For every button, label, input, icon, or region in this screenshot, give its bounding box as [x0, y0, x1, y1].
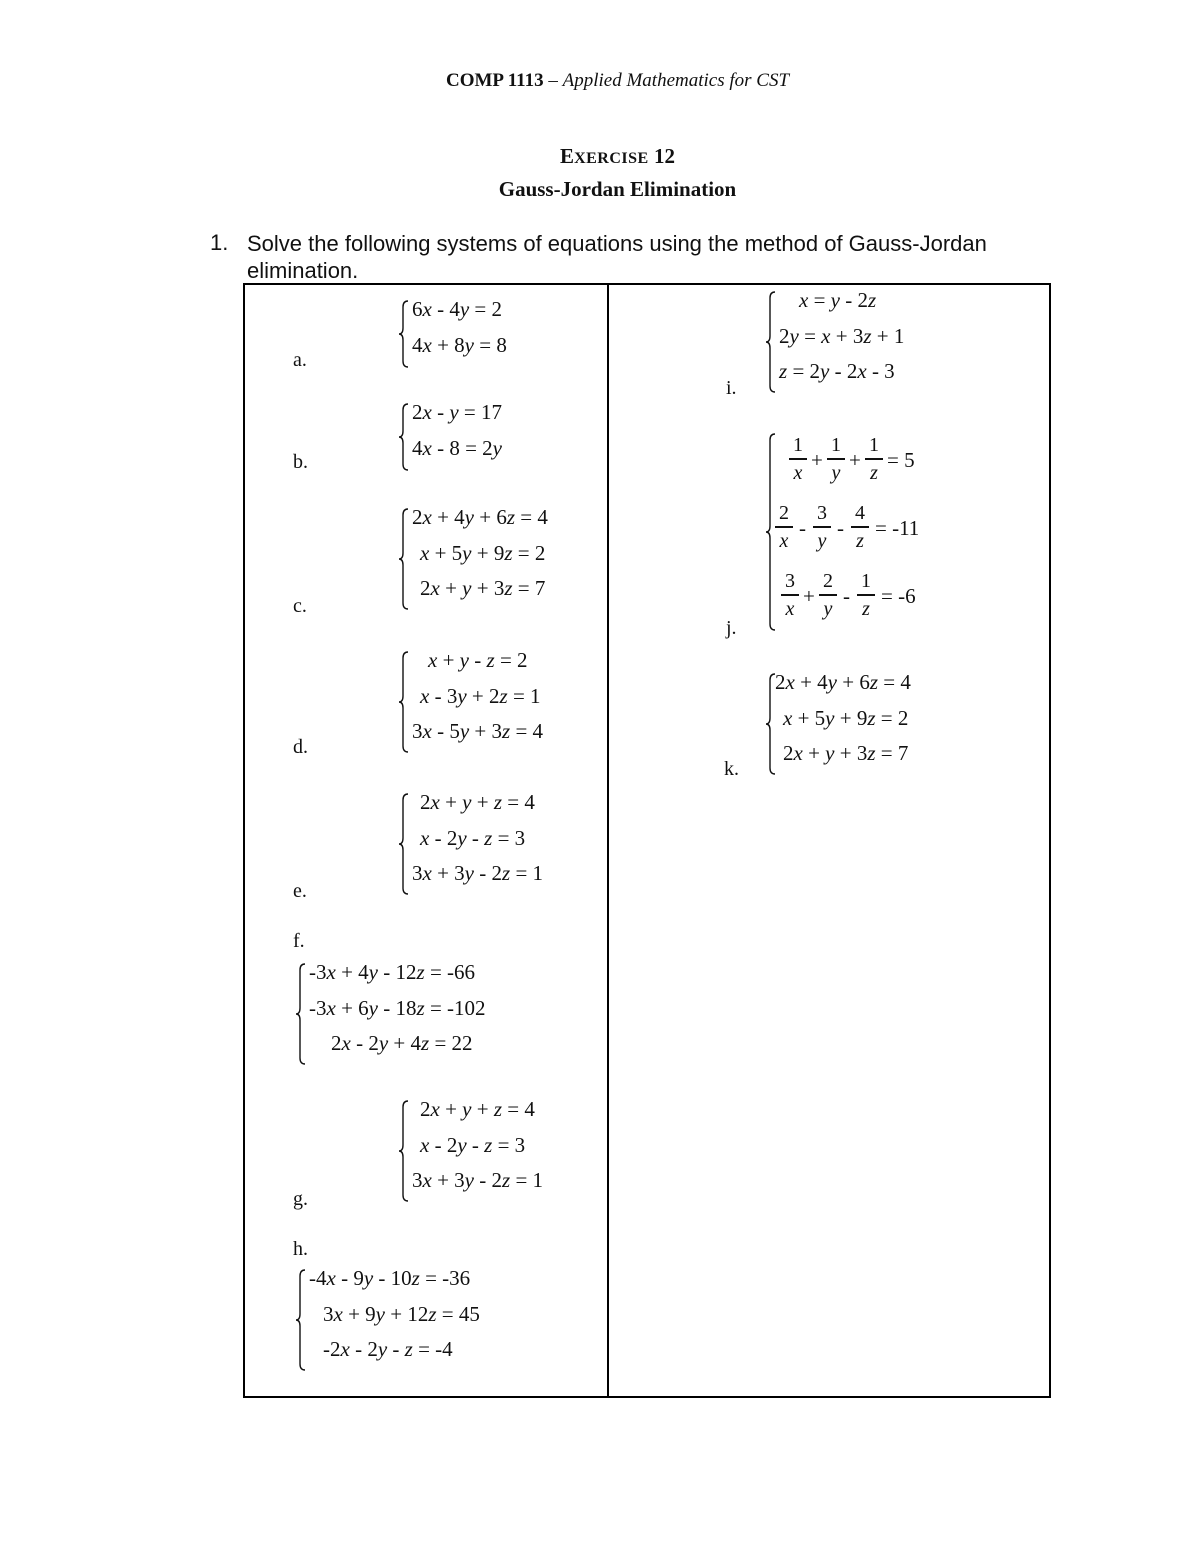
exercise-title [0, 144, 1200, 169]
equation: 2x - y = 17 [412, 400, 502, 424]
equation: x + y - z = 2 [428, 648, 528, 672]
equation: -2x - 2y - z = -4 [323, 1337, 453, 1361]
equation: 2y = x + 3z + 1 [779, 324, 905, 348]
fraction: 3 y [813, 502, 831, 552]
right-hand-side: = -11 [875, 516, 920, 540]
label-i: i. [726, 377, 737, 399]
equation: 2x + y + 3z = 7 [420, 576, 546, 600]
system-b [398, 400, 598, 470]
fraction: 1 z [857, 570, 875, 620]
equation: x + 5y + 9z = 2 [420, 541, 546, 565]
label-c: c. [293, 595, 307, 617]
operator: + [849, 448, 861, 472]
table-column-divider [607, 283, 609, 1398]
equation: x - 2y - z = 3 [420, 826, 526, 850]
equation: 2x + 4y + 6z = 4 [412, 505, 548, 529]
operator: - [843, 584, 850, 608]
system-j [765, 430, 1005, 630]
system-k [765, 670, 1005, 774]
label-e: e. [293, 880, 307, 902]
fraction: 1 z [865, 434, 883, 484]
equation: 2x - 2y + 4z = 22 [331, 1031, 473, 1055]
equation: 2x + 4y + 6z = 4 [775, 670, 911, 694]
fraction: 1 y [827, 434, 845, 484]
left-brace-icon [765, 290, 779, 394]
right-hand-side: = -6 [881, 584, 916, 608]
equation: 6x - 4y = 2 [412, 297, 502, 321]
system-a [398, 297, 598, 367]
label-k: k. [724, 758, 739, 780]
left-brace-icon [295, 1268, 309, 1372]
system-c [398, 505, 598, 609]
equation: x = y - 2z [799, 288, 877, 312]
right-hand-side: = 5 [887, 448, 915, 472]
system-e [398, 790, 598, 894]
equation: 3x + 3y - 2z = 1 [412, 861, 544, 885]
left-brace-icon [398, 402, 412, 472]
left-brace-icon [765, 432, 779, 632]
label-j: j. [726, 617, 737, 639]
left-brace-icon [398, 650, 412, 754]
exercise-word-first: E [560, 144, 575, 168]
equation: -4x - 9y - 10z = -36 [309, 1266, 471, 1290]
left-brace-icon [398, 507, 412, 611]
equation: x - 2y - z = 3 [420, 1133, 526, 1157]
label-h: h. [293, 1238, 308, 1260]
label-d: d. [293, 736, 308, 758]
question-number: 1. [210, 230, 229, 255]
equation: 4x - 8 = 2y [412, 436, 502, 460]
equation: 3x + 9y + 12z = 45 [323, 1302, 480, 1326]
label-g: g. [293, 1188, 308, 1210]
system-h [295, 1266, 595, 1370]
operator: + [803, 584, 815, 608]
system-g [398, 1097, 598, 1201]
label-f: f. [293, 930, 305, 952]
equation: 4x + 8y = 8 [412, 333, 507, 357]
fraction: 1 x [789, 434, 807, 484]
fraction: 2 x [775, 502, 793, 552]
equation: x - 3y + 2z = 1 [420, 684, 541, 708]
course-separator: – [543, 70, 563, 91]
system-f [295, 960, 595, 1064]
operator: - [837, 516, 844, 540]
question-text: Solve the following systems of equations using the method of Gauss-Jordan elimination. [247, 231, 987, 283]
left-brace-icon [398, 299, 412, 369]
exercise-word-rest: XERCISE [574, 150, 649, 167]
equation: z = 2y - 2x - 3 [779, 359, 895, 383]
label-a: a. [293, 349, 307, 371]
label-b: b. [293, 451, 308, 473]
system-i [765, 288, 1005, 392]
equation: 2x + y + 3z = 7 [783, 741, 909, 765]
fraction: 2 y [819, 570, 837, 620]
equation: 3x + 3y - 2z = 1 [412, 1168, 544, 1192]
course-title: Applied Mathematics for CST [562, 70, 790, 91]
equation: 2x + y + z = 4 [420, 1097, 535, 1121]
equation: 3x - 5y + 3z = 4 [412, 719, 544, 743]
fraction: 3 x [781, 570, 799, 620]
equation: x + 5y + 9z = 2 [783, 706, 909, 730]
fraction: 4 z [851, 502, 869, 552]
exercise-number: 12 [653, 144, 675, 168]
course-code: COMP 1113 [445, 70, 544, 91]
operator: + [811, 448, 823, 472]
equation: -3x + 4y - 12z = -66 [309, 960, 476, 984]
left-brace-icon [295, 962, 309, 1066]
equation: -3x + 6y - 18z = -102 [309, 996, 486, 1020]
exercise-subtitle: Gauss-Jordan Elimination [498, 177, 737, 201]
operator: - [799, 516, 806, 540]
equation: 2x + y + z = 4 [420, 790, 535, 814]
course-header [0, 70, 1200, 92]
left-brace-icon [765, 672, 779, 776]
system-d [398, 648, 598, 752]
left-brace-icon [398, 792, 412, 896]
left-brace-icon [398, 1099, 412, 1203]
